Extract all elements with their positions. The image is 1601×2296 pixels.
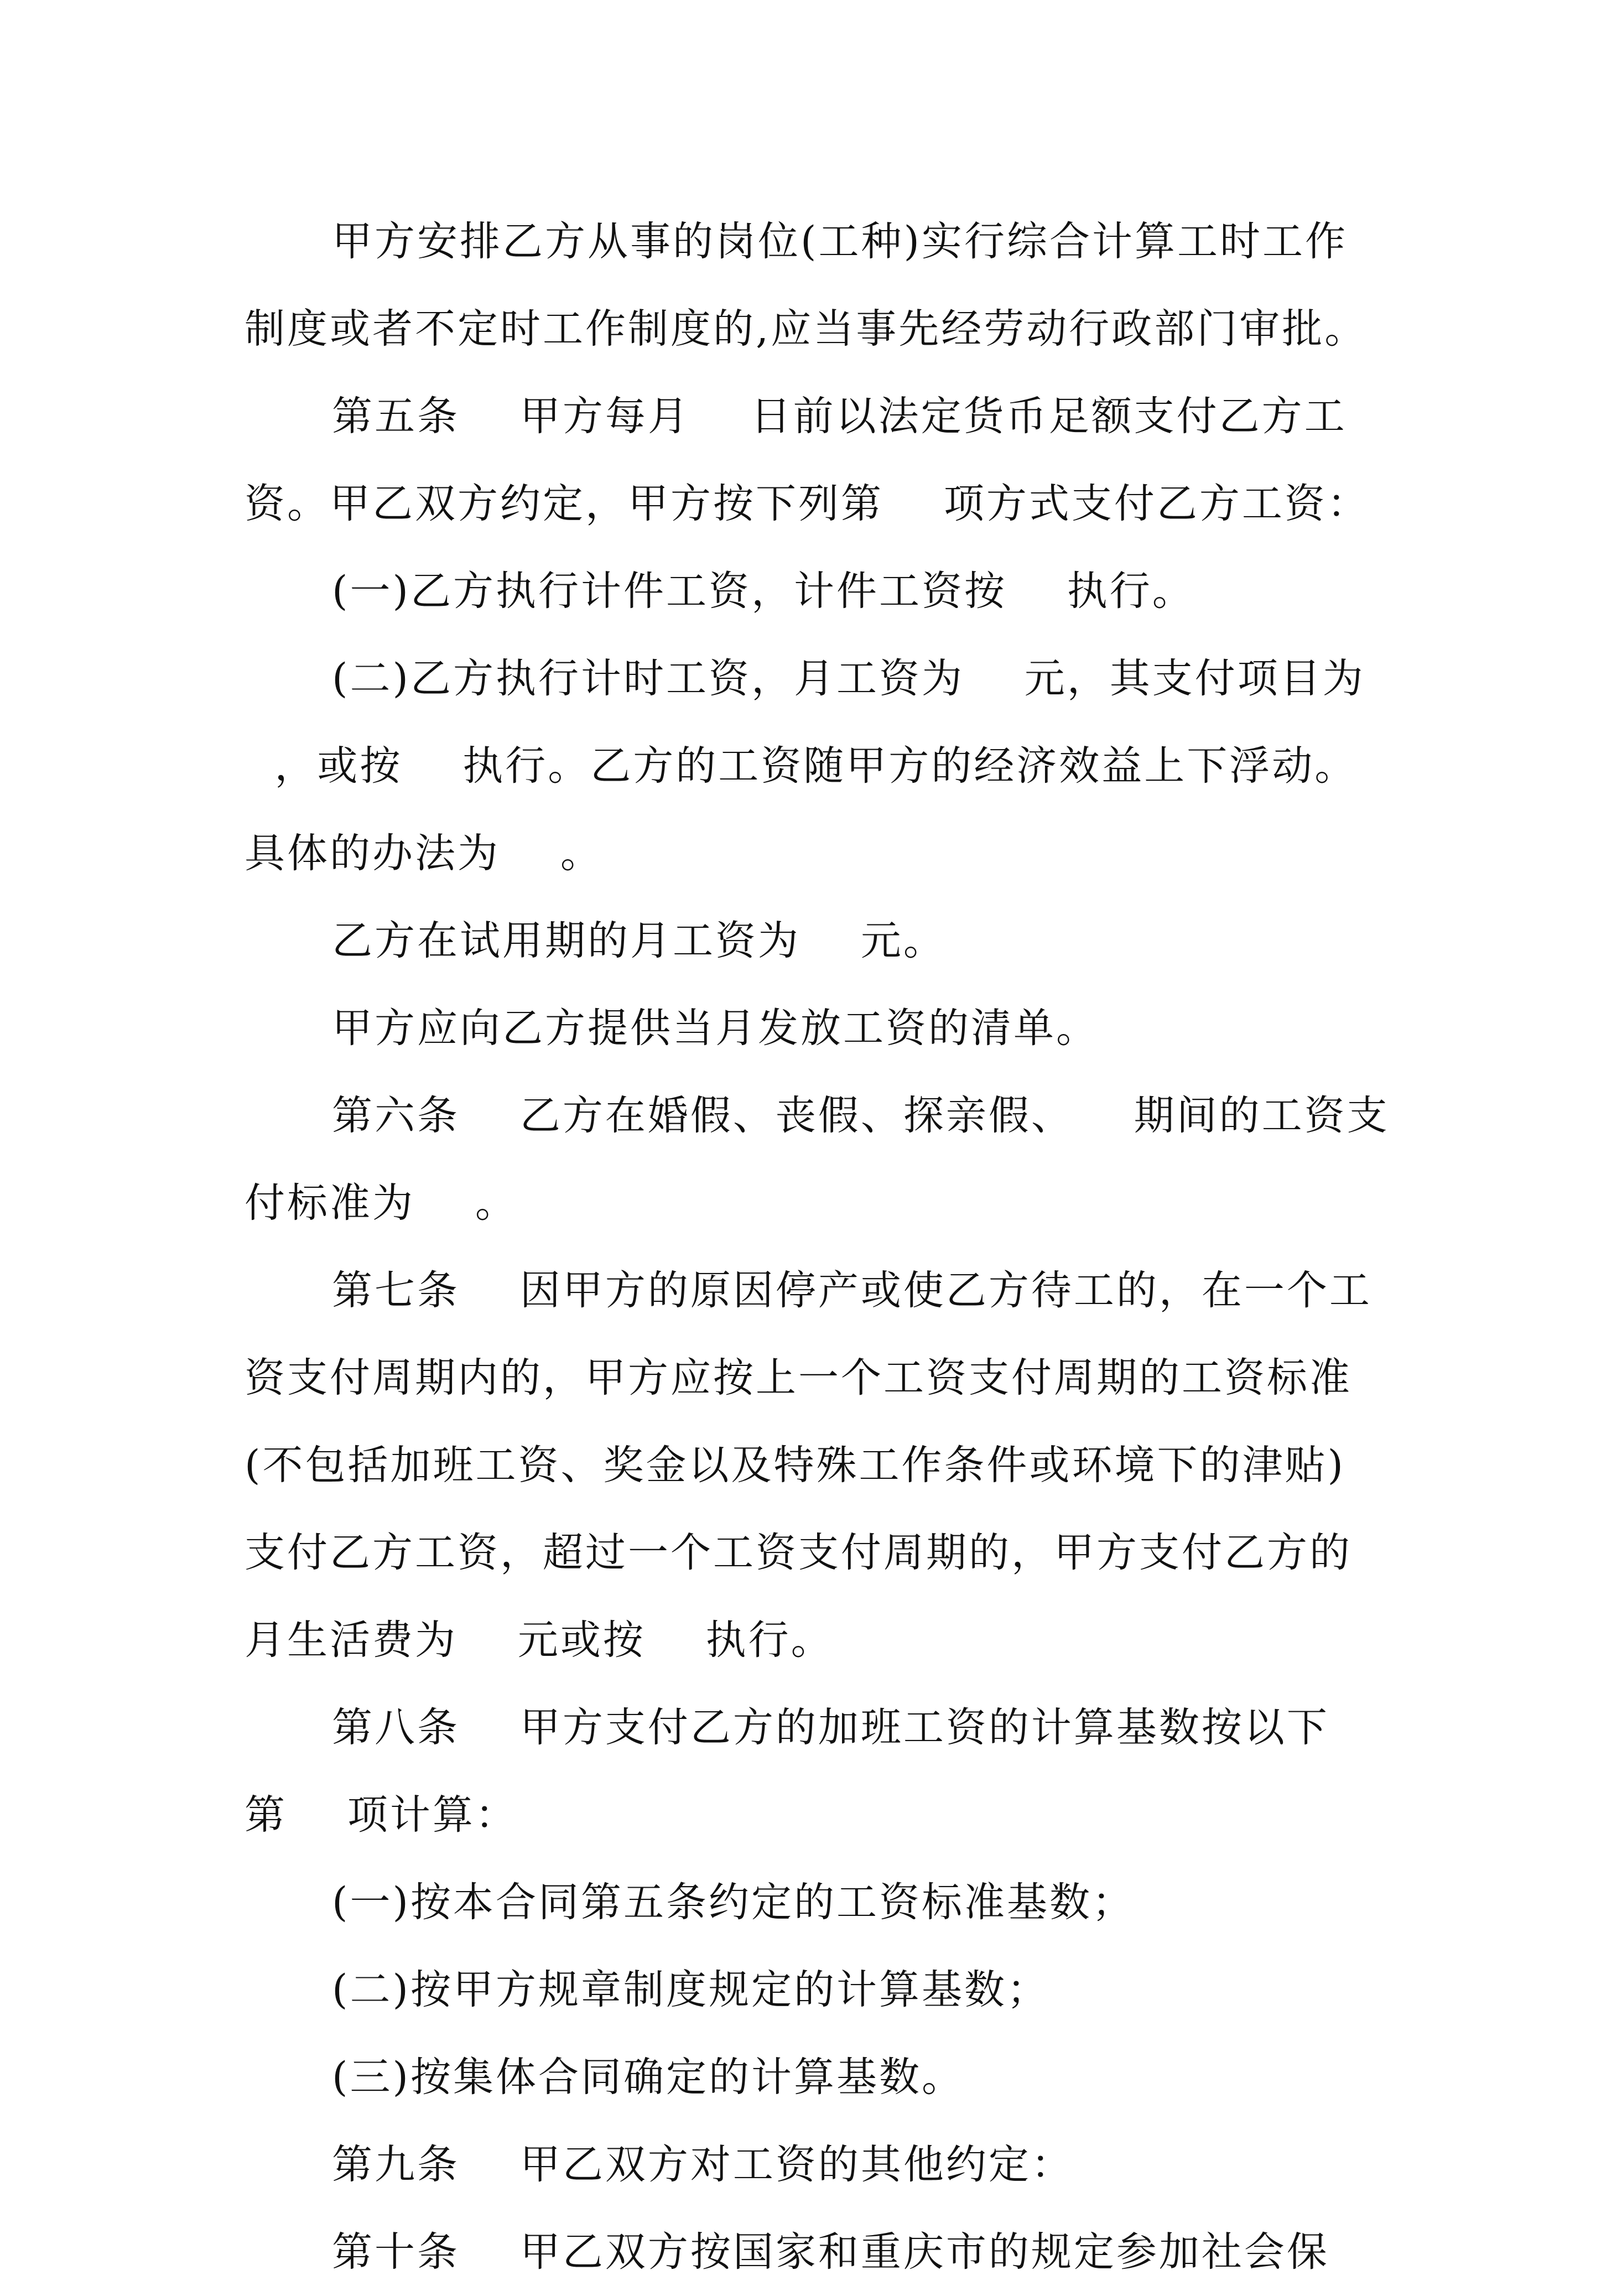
- text-line: 第 项计算：: [245, 1791, 518, 1838]
- text-line: 制度或者不定时工作制度的,应当事先经劳动行政部门审批。: [245, 305, 1368, 352]
- text-line: 付标准为 。: [245, 1180, 518, 1227]
- text-line: 具体的办法为 。: [245, 830, 603, 877]
- text-line: 甲方安排乙方从事的岗位(工种)实行综合计算工时工作: [332, 218, 1348, 265]
- article-5-line: 第五条 甲方每月 日前以法定货币足额支付乙方工: [332, 393, 1347, 440]
- text-line: 月生活费为 元或按 执行。: [245, 1617, 834, 1664]
- article-6-line: 第六条 乙方在婚假、丧假、探亲假、 期间的工资支: [332, 1092, 1390, 1139]
- text-line: 资支付周期内的，甲方应按上一个工资支付周期的工资标准: [245, 1354, 1352, 1401]
- clause-item: (一)按本合同第五条约定的工资标准基数；: [332, 1879, 1135, 1926]
- text-line: 甲方应向乙方提供当月发放工资的清单。: [332, 1005, 1099, 1052]
- clause-item: (二)乙方执行计时工资，月工资为 元，其支付项目为: [332, 655, 1365, 702]
- article-8-line: 第八条 甲方支付乙方的加班工资的计算基数按以下: [332, 1704, 1329, 1751]
- text-line: 乙方在试用期的月工资为 元。: [332, 917, 946, 964]
- article-10-line: 第十条 甲乙双方按国家和重庆市的规定参加社会保: [332, 2229, 1329, 2276]
- article-9-line: 第九条 甲乙双方对工资的其他约定：: [332, 2141, 1074, 2188]
- text-line: ，或按 执行。乙方的工资随甲方的经济效益上下浮动。: [245, 742, 1358, 789]
- clause-item: (三)按集体合同确定的计算基数。: [332, 2054, 964, 2101]
- contract-text-body: [245, 198, 1428, 2296]
- article-7-line: 第七条 因甲方的原因停产或使乙方待工的，在一个工: [332, 1267, 1372, 1314]
- text-line: 资。甲乙双方约定，甲方按下列第 项方式支付乙方工资：: [245, 480, 1370, 527]
- text-line: 支付乙方工资，超过一个工资支付周期的，甲方支付乙方的: [245, 1529, 1352, 1576]
- text-line: (不包括加班工资、奖金以及特殊工作条件或环境下的津贴): [245, 1442, 1345, 1489]
- clause-item: (一)乙方执行计件工资，计件工资按 执行。: [332, 568, 1195, 615]
- clause-item: (二)按甲方规章制度规定的计算基数；: [332, 1966, 1049, 2013]
